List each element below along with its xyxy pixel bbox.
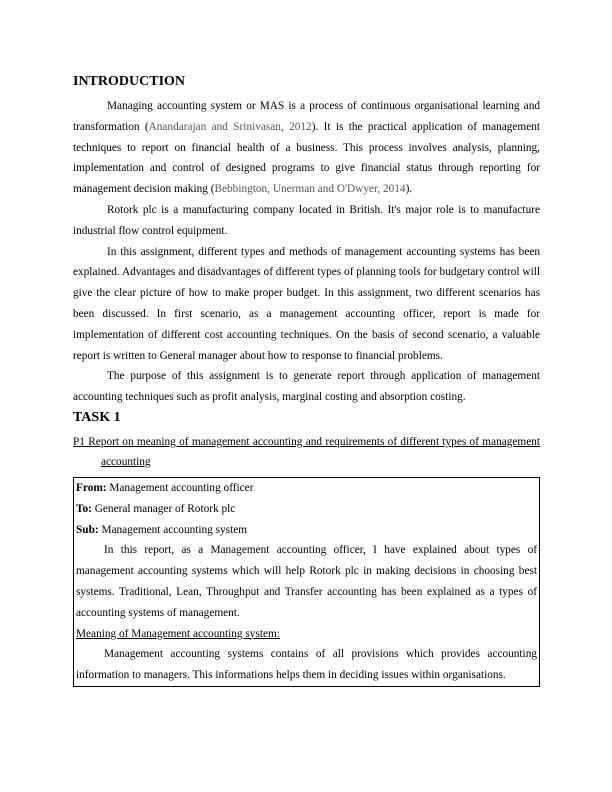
memo-meaning-heading: Meaning of Management accounting system: bbox=[76, 627, 280, 640]
memo-to-line bbox=[76, 499, 537, 520]
memo-from-value: Management accounting officer bbox=[109, 481, 254, 494]
document-page bbox=[73, 72, 540, 687]
intro-paragraph-4: The purpose of this assignment is to generate report through application of management accounting techniques such as profit analysis, marginal costing and absorption costing. bbox=[73, 370, 540, 404]
intro-paragraph-1 bbox=[73, 96, 540, 200]
memo-from-line bbox=[76, 478, 537, 499]
memo-from-label: From: bbox=[76, 481, 107, 494]
intro-p1-text-a: Managing accounting system or MAS is a process of continuous organisational learning and transformation ( bbox=[73, 100, 540, 133]
memo-sub-label: Sub: bbox=[76, 523, 99, 536]
task1-subheading: P1 Report on meaning of management accounting and requirements of different types of management accounting bbox=[73, 435, 540, 468]
memo-box bbox=[73, 477, 540, 687]
memo-sub-line bbox=[76, 520, 537, 541]
memo-sub-value: Management accounting system bbox=[101, 523, 248, 536]
memo-intro-paragraph: In this report, as a Management accounting officer, I have explained about types of management accounting systems which will help Rotork plc in making decisions in choosing best systems. Traditional, Lean, Throughput and Transfer accounting has been explained as a types of accounting systems of management. bbox=[76, 544, 537, 619]
citation-bebbington: Bebbington, Unerman and O'Dwyer, 2014 bbox=[214, 183, 406, 196]
introduction-heading: INTRODUCTION bbox=[73, 74, 186, 89]
intro-paragraph-3: In this assignment, different types and methods of management accounting systems has been explained. Advantages and disadvantages of different types of planning tools for budgetary control will give the clear picture of how to make proper budget. In this assignment, two different scenarios has been discussed. In first scenario, as a management accounting officer, report is made for implementation of different cost accounting techniques. On the basis of second scenario, a valuable report is written to General manager about how to response to financial problems. bbox=[73, 245, 540, 362]
citation-anandarajan: Anandarajan and Srinivasan, 2012 bbox=[148, 120, 312, 133]
task1-heading: TASK 1 bbox=[73, 409, 121, 425]
intro-paragraph-2: Rotork plc is a manufacturing company located in British. It's major role is to manufacture industrial flow control equipment. bbox=[73, 203, 540, 237]
intro-p1-text-c: ). bbox=[405, 183, 413, 196]
intro-p1-text-b: ). It is the practical application of management techniques to report on financial health of a business. This process involves analysis, planning, implementation and control of designed programs to give financial status through reporting for management decision making ( bbox=[73, 120, 540, 196]
memo-to-label: To: bbox=[76, 502, 92, 515]
memo-meaning-paragraph: Management accounting systems contains of all provisions which provides accounting information to managers. This informations helps them in deciding issues within organisations. bbox=[76, 648, 537, 682]
memo-to-value: General manager of Rotork plc bbox=[94, 502, 236, 515]
